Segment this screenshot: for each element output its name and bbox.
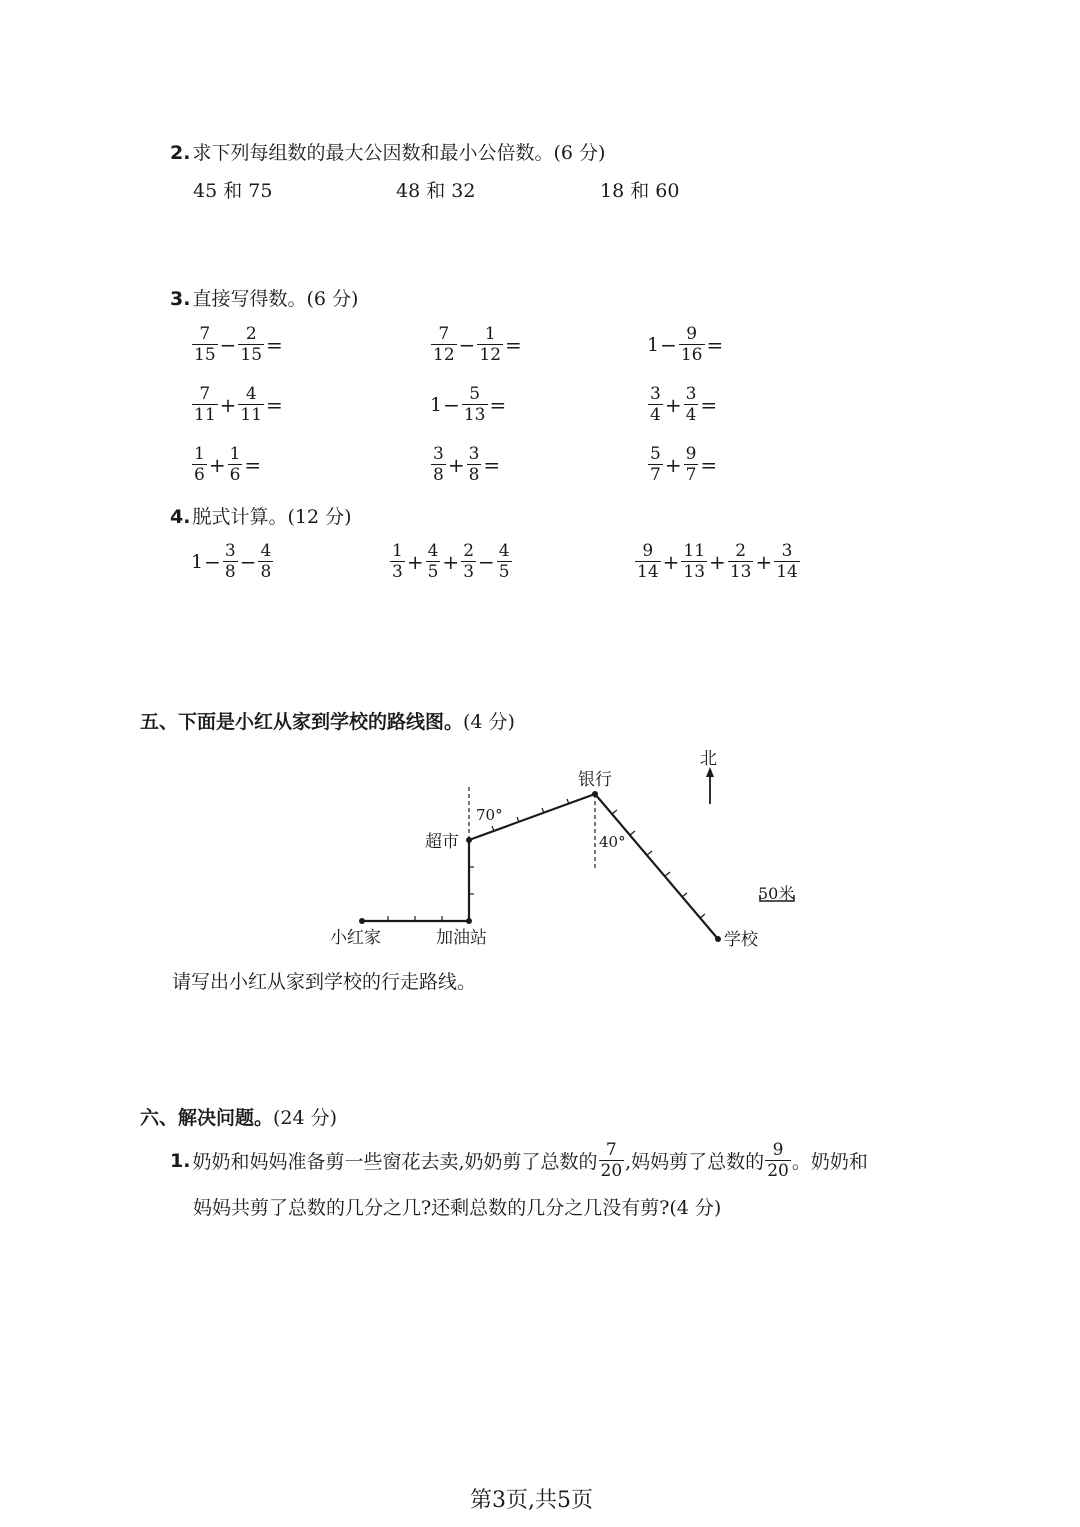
q3-title bbox=[170, 284, 358, 311]
label-bank: 银行 bbox=[578, 770, 612, 790]
fraction: $\frac{4}{11}$ bbox=[240, 384, 263, 425]
fraction: $\frac{3}{8}$ bbox=[433, 444, 444, 485]
point-bank bbox=[592, 791, 598, 797]
route-map bbox=[320, 740, 820, 960]
route-bank-to-school bbox=[595, 794, 718, 939]
q3-expr-h: $\frac{3}{8}$ + $\frac{3}{8}$ = bbox=[433, 444, 501, 485]
q4-title bbox=[170, 502, 352, 529]
point-market bbox=[466, 837, 472, 843]
label-home: 小红家 bbox=[330, 928, 381, 948]
section-5-heading: 五、下面是小红从家到学校的路线图。 bbox=[140, 711, 464, 733]
fraction: $\frac{11}{13}$ bbox=[683, 541, 706, 582]
fraction: $\frac{9}{7}$ bbox=[685, 444, 697, 485]
label-gas: 加油站 bbox=[436, 928, 487, 948]
fraction: $\frac{5}{13}$ bbox=[463, 384, 486, 425]
q3-expr-i: $\frac{5}{7}$ + $\frac{9}{7}$ = bbox=[650, 444, 718, 485]
fraction: $\frac{5}{7}$ bbox=[650, 444, 661, 485]
q2-text: 求下列每组数的最大公因数和最小公倍数。(6 分) bbox=[192, 142, 606, 164]
label-school: 学校 bbox=[724, 930, 758, 950]
s6-q1-line2: 妈妈共剪了总数的几分之几?还剩总数的几分之几没有剪?(4 分) bbox=[193, 1197, 722, 1219]
s6-q1-line1 bbox=[170, 1140, 868, 1181]
s6-q1-number: 1. bbox=[170, 1149, 191, 1172]
section-5-prompt: 请写出小红从家到学校的行走路线。 bbox=[172, 971, 477, 993]
page-footer: 第3页,共5页 bbox=[470, 1488, 593, 1513]
fraction: $\frac{4}{5}$ bbox=[427, 541, 439, 582]
s6-q1-text-2: ,妈妈剪了总数的 bbox=[625, 1151, 765, 1173]
label-north: 北 bbox=[700, 749, 717, 769]
fraction: $\frac{9}{16}$ bbox=[680, 324, 703, 365]
label-angle-70: 70° bbox=[476, 806, 503, 824]
section-5-points: (4 分) bbox=[463, 711, 515, 733]
fraction: $\frac{7}{15}$ bbox=[194, 324, 216, 365]
q3-number: 3. bbox=[170, 288, 191, 310]
fraction: $\frac{3}{4}$ bbox=[685, 384, 697, 425]
point-gas bbox=[466, 918, 472, 924]
q3-expr-e: 1 − $\frac{5}{13}$ = bbox=[430, 384, 507, 425]
label-scale: 50米 bbox=[758, 884, 795, 903]
fraction: $\frac{4}{5}$ bbox=[498, 541, 510, 582]
q2-number: 2. bbox=[170, 142, 191, 164]
q4-expr-3: $\frac{9}{14}$ + $\frac{11}{13}$ + $\frac{2}{13}$ + $\frac{3}{14}$ bbox=[637, 541, 798, 582]
fraction: $\frac{9}{14}$ bbox=[637, 541, 659, 582]
fraction: $\frac{1}{6}$ bbox=[194, 444, 205, 485]
fraction: $\frac{2}{13}$ bbox=[729, 541, 752, 582]
label-market: 超市 bbox=[425, 832, 459, 852]
q2-pair-1: 45 和 75 bbox=[193, 180, 273, 202]
label-angle-40: 40° bbox=[599, 833, 626, 851]
q3-expr-g: $\frac{1}{6}$ + $\frac{1}{6}$ = bbox=[194, 444, 262, 485]
fraction: $\frac{1}{6}$ bbox=[229, 444, 241, 485]
fraction: $\frac{1}{3}$ bbox=[392, 541, 403, 582]
q2-pair-2: 48 和 32 bbox=[396, 180, 476, 202]
point-home bbox=[359, 918, 365, 924]
q2-title bbox=[170, 138, 605, 165]
fraction: $\frac{3}{8}$ bbox=[224, 541, 236, 582]
section-6-heading: 六、解决问题。 bbox=[140, 1107, 274, 1129]
fraction: $\frac{7}{12}$ bbox=[433, 324, 455, 365]
q4-expr-1: 1 − $\frac{3}{8}$ − $\frac{4}{8}$ bbox=[191, 541, 272, 582]
q4-text: 脱式计算。(12 分) bbox=[192, 506, 352, 528]
q3-expr-d: $\frac{7}{11}$ + $\frac{4}{11}$ = bbox=[194, 384, 283, 425]
q3-expr-b: $\frac{7}{12}$ − $\frac{1}{12}$ = bbox=[433, 324, 522, 365]
q3-text: 直接写得数。(6 分) bbox=[192, 288, 359, 310]
point-school bbox=[715, 936, 721, 942]
q4-expr-2: $\frac{1}{3}$ + $\frac{4}{5}$ + $\frac{2}{3}$ − $\frac{4}{5}$ bbox=[392, 541, 510, 582]
q2-pair-3: 18 和 60 bbox=[600, 180, 680, 202]
fraction: $\frac{9}{20}$ bbox=[767, 1140, 789, 1181]
q3-expr-c: 1 − $\frac{9}{16}$ = bbox=[647, 324, 724, 365]
section-6-title bbox=[140, 1103, 337, 1130]
s6-q1-text-1: 奶奶和妈妈准备剪一些窗花去卖,奶奶剪了总数的 bbox=[192, 1151, 598, 1173]
fraction: $\frac{7}{11}$ bbox=[194, 384, 216, 425]
fraction: $\frac{3}{14}$ bbox=[776, 541, 798, 582]
q4-number: 4. bbox=[170, 506, 191, 528]
fraction: $\frac{3}{4}$ bbox=[650, 384, 661, 425]
section-6-points: (24 分) bbox=[273, 1107, 338, 1129]
fraction: $\frac{7}{20}$ bbox=[600, 1140, 623, 1181]
fraction: $\frac{1}{12}$ bbox=[479, 324, 502, 365]
fraction: $\frac{4}{8}$ bbox=[260, 541, 272, 582]
s6-q1-text-3: 。奶奶和 bbox=[791, 1151, 868, 1173]
fraction: $\frac{2}{15}$ bbox=[240, 324, 263, 365]
q3-expr-f: $\frac{3}{4}$ + $\frac{3}{4}$ = bbox=[650, 384, 718, 425]
fraction: $\frac{3}{8}$ bbox=[468, 444, 480, 485]
fraction: $\frac{2}{3}$ bbox=[463, 541, 475, 582]
q3-expr-a: $\frac{7}{15}$ − $\frac{2}{15}$ = bbox=[194, 324, 283, 365]
section-5-title bbox=[140, 707, 515, 734]
